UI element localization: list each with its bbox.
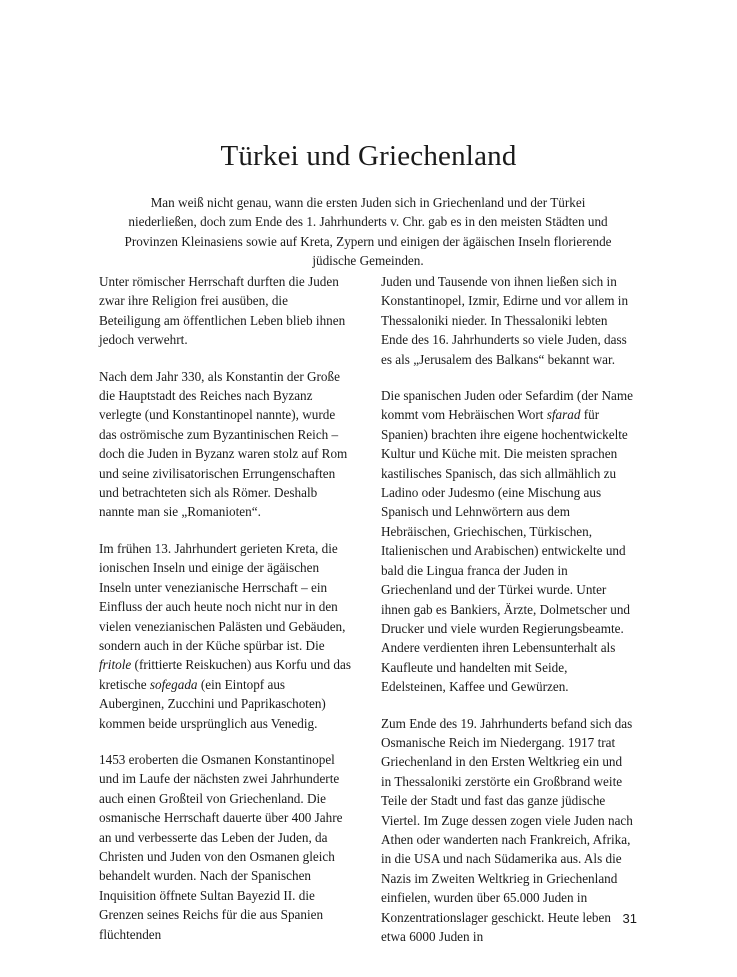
left-paragraph-1: Unter römischer Herrschaft durften die Juden zwar ihre Religion frei ausüben, die Beteiligung am öffentlichen Leben blieb ihnen jedoch verwehrt.: [99, 274, 346, 348]
page-title: Türkei und Griechenland: [220, 140, 517, 172]
left-paragraph-3: [99, 539, 351, 733]
right-paragraph-3: Zum Ende des 19. Jahrhunderts befand sich das Osmanische Reich im Niedergang. 1917 trat Griechenland in den Ersten Weltkrieg ein und in Thessaloniki zerstörte ein Großbrand weite Teile der Stadt und fast das ganze jüdische Viertel. Im Zuge dessen zogen viele Juden nach Athen oder wanderten nach Frankreich, Afrika, in die USA und nach Südamerika aus. Als die Nazis im Zweiten Weltkrieg in Griechenland einfielen, wurden über 65.000 Juden in Konzentrationslager geschickt. Heute leben etwa 6000 Juden in: [381, 715, 633, 944]
text-span: (frittierte Reiskuchen) aus Korfu und das kretische: [99, 657, 351, 692]
intro-paragraph: Man weiß nicht genau, wann die ersten Juden sich in Griechenland und der Türkei niederließen, doch zum Ende des 1. Jahrhunderts v. Chr. gab es in den meisten Städten und Provinzen Kleinasiens sowie auf Kreta, Zypern und einigen der ägäischen Inseln florierende jüdische Gemeinden.: [124, 195, 612, 269]
italic-term-sfarad: sfarad: [546, 407, 581, 423]
left-paragraph-4: 1453 eroberten die Osmanen Konstantinopel und im Laufe der nächsten zwei Jahrhunderte auch einen Großteil von Griechenland. Die osmanische Herrschaft dauerte über 400 Jahre an und verbesserte das Leben der Juden, da Christen und Juden von den Osmanen gleich behandelt wurden. Nach der Spanischen Inquisition öffnete Sultan Bayezid II. die Grenzen seines Reichs für die aus Spanien flüchtenden: [99, 751, 343, 942]
text-span: Im frühen 13. Jahrhundert gerieten Kreta, die ionischen Inseln und einige der ägäischen Inseln unter venezianische Herrschaft – ein Einfluss der auch heute noch nicht nur in den vielen venezianischen Palästen und Gebäuden, sondern auch in der Küche spürbar ist. Die: [99, 540, 346, 653]
text-span: Die spanischen Juden oder Sefardim (der Name kommt vom Hebräischen Wort: [381, 388, 633, 423]
text-span: (ein Eintopf aus Auberginen, Zucchini und Paprikaschoten) kommen beide ursprünglich aus Venedig.: [99, 676, 326, 731]
text-span: für Spanien) brachten ihre eigene hochentwickelte Kultur und Küche mit. Die meisten sprachen kastilisches Spanisch, das sich allmählich zu Ladino oder Judesmo (eine Mischung aus Spanisch und Lehnwörtern aus dem Hebräischen, Griechischen, Türkischen, Italienischen und Arabischen) entwickelte und bald die Lingua franca der Juden in Griechenland und der Türkei wurde. Unter ihnen gab es Bankiers, Ärzte, Dolmetscher und Drucker und viele wurden Regierungsbeamte. Andere verdienten ihren Lebensunterhalt als Kaufleute und handelten mit Seide, Edelsteinen, Kaffee und Gewürzen.: [381, 407, 631, 695]
right-paragraph-2: [381, 386, 635, 697]
right-paragraph-1: Juden und Tausende von ihnen ließen sich in Konstantinopel, Izmir, Edirne und vor allem in Thessaloniki nieder. In Thessaloniki lebten Ende des 16. Jahrhunderts so viele Juden, dass es als „Jerusalem des Balkans“ bekannt war.: [381, 274, 629, 367]
page-number: 31: [622, 911, 637, 926]
italic-term-fritole: fritole: [99, 657, 132, 673]
right-column: [381, 272, 635, 963]
left-paragraph-2: Nach dem Jahr 330, als Konstantin der Große die Hauptstadt des Reiches nach Byzanz verlegte (und Konstantinopel nannte), wurde das oströmische zum Byzantinischen Reich – doch die Juden in Byzanz waren stolz auf Rom und seine zivilisatorischen Errungenschaften und betrachteten sich als Römer. Deshalb nannte man sie „Romanioten“.: [99, 368, 348, 520]
italic-term-sofegada: sofegada: [149, 676, 198, 692]
left-column: [99, 272, 351, 961]
